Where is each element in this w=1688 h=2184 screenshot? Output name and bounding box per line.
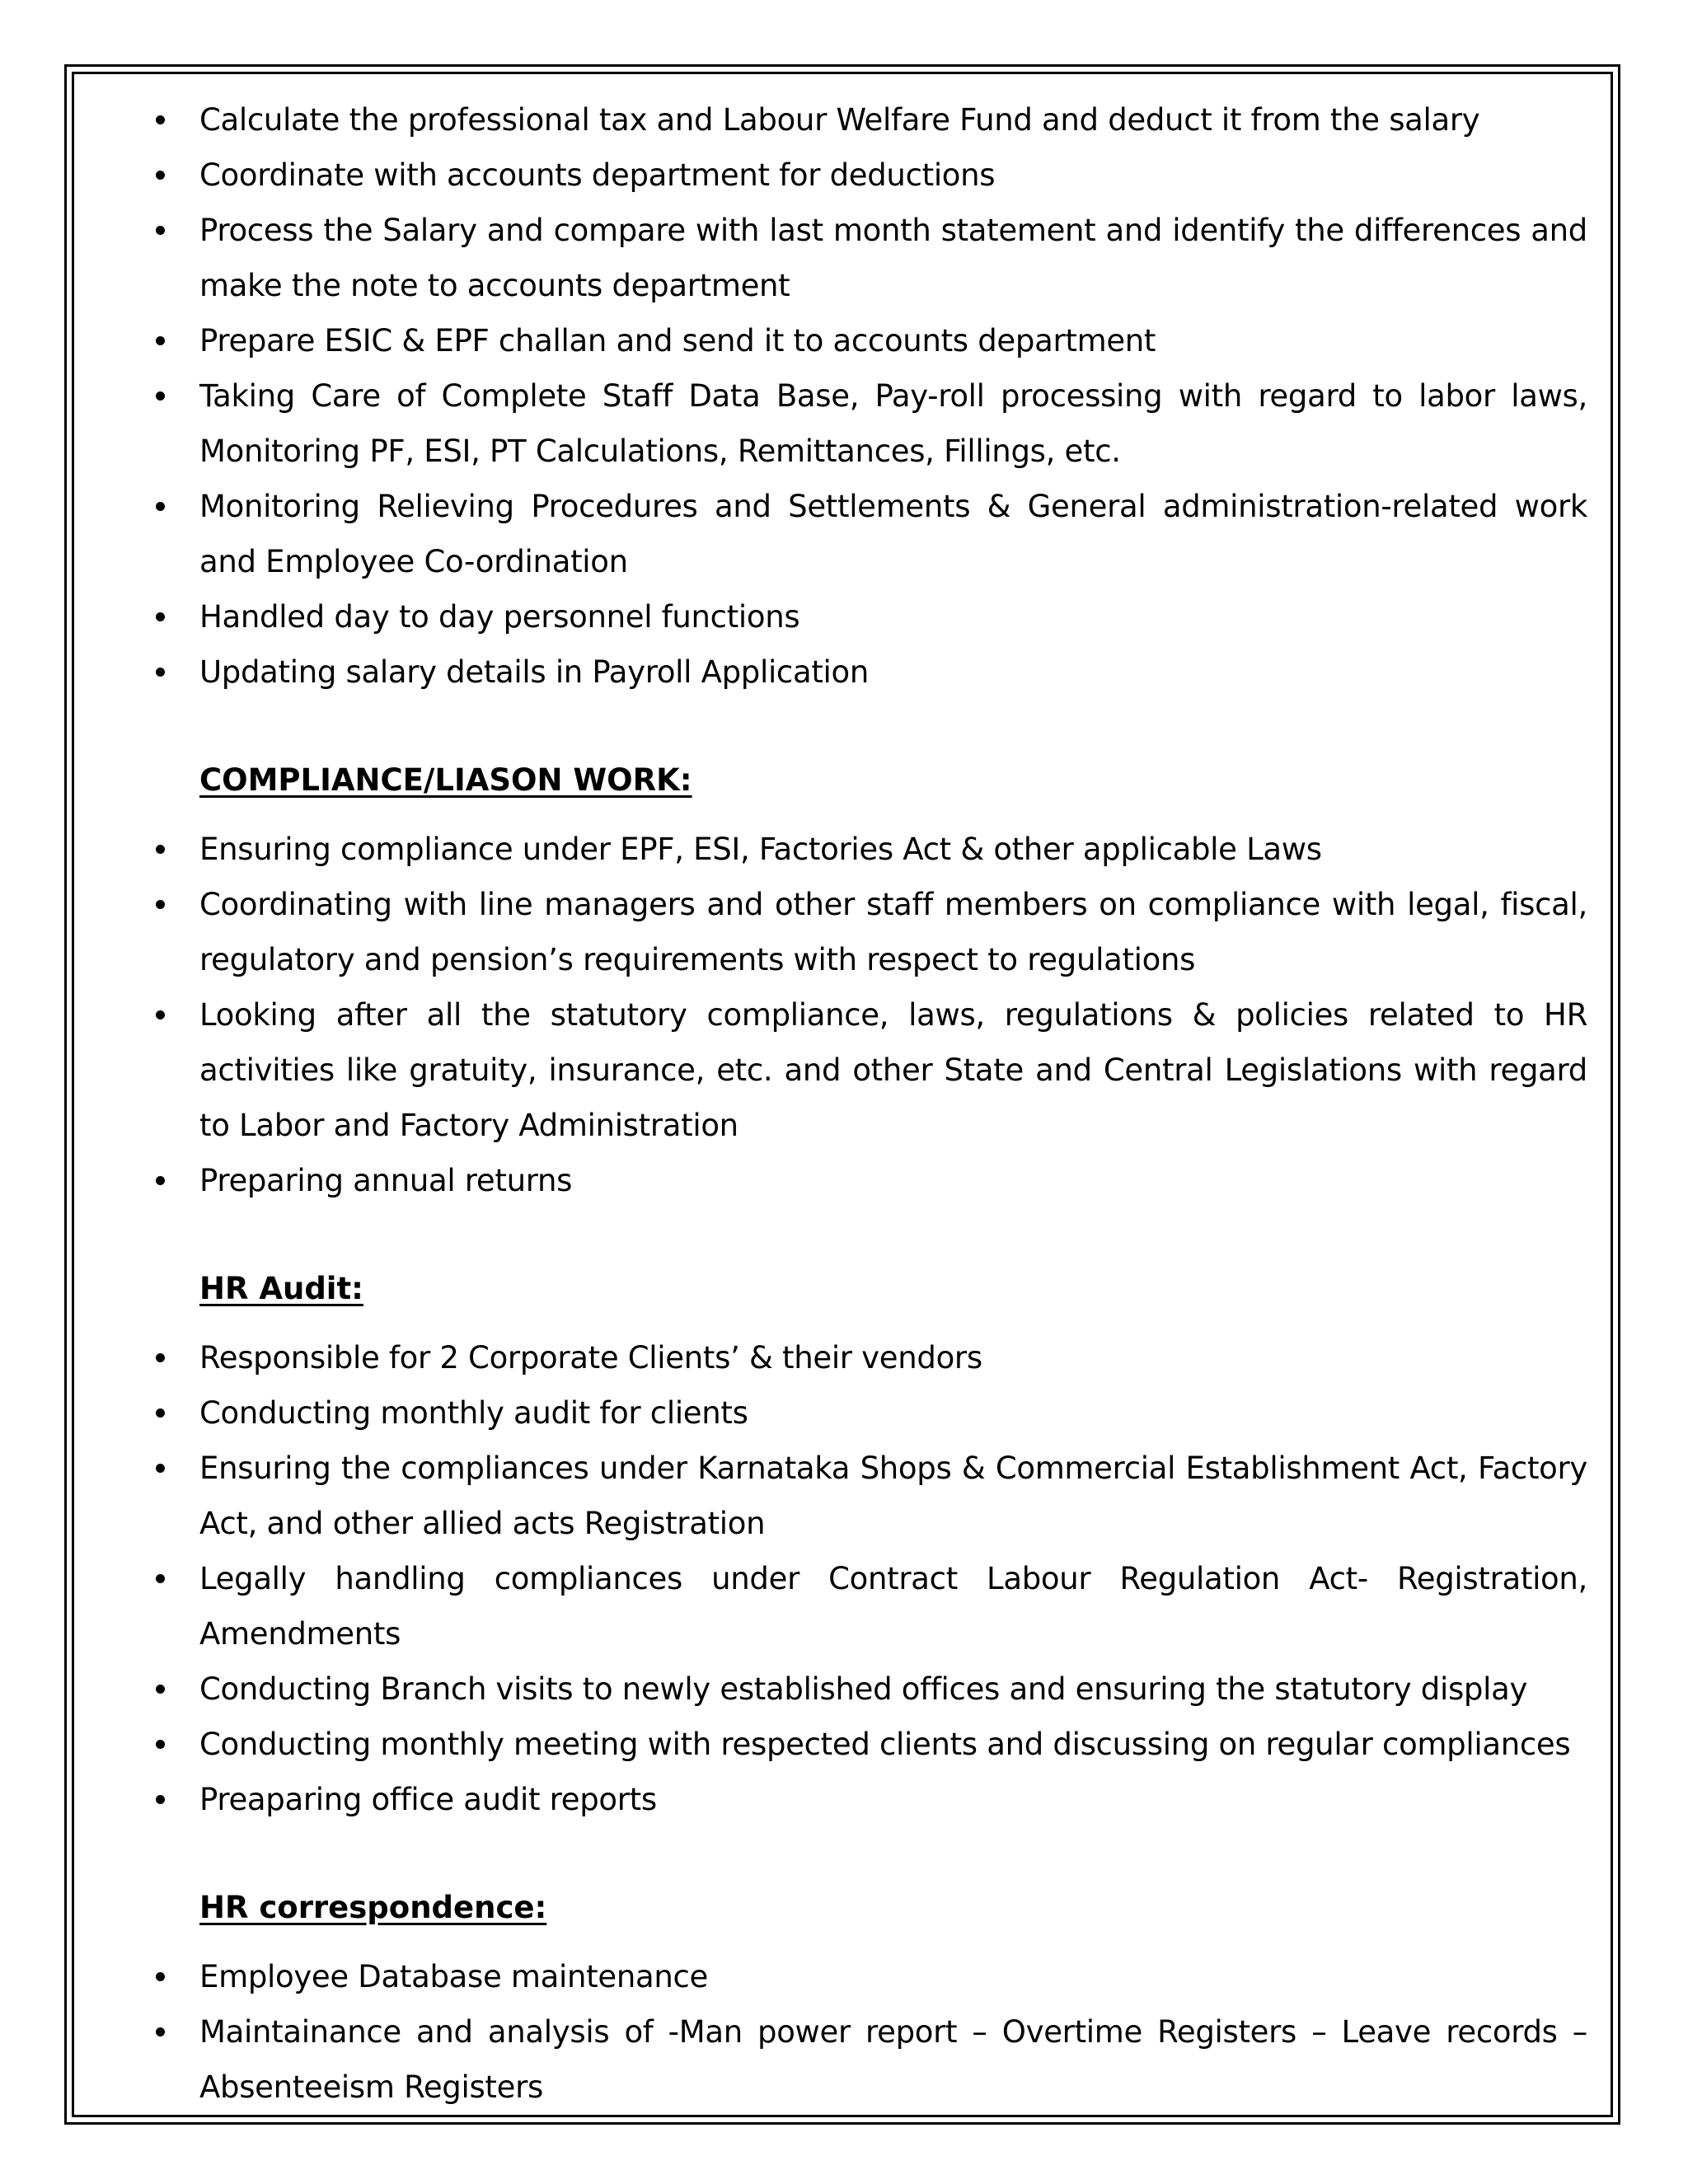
compliance-list: [0, 822, 1688, 1208]
list-item-text: Taking Care of Complete Staff Data Base, Pay-roll processing with regard to labor laws, Monitoring PF, ESI, PT Calculations, Remittances, Fillings, etc.: [199, 378, 1587, 469]
list-item-text: Monitoring Relieving Procedures and Settlements & General administration-related work and Employee Co-ordination: [199, 489, 1587, 579]
list-item: [0, 1551, 1587, 1661]
hr-audit-list: [0, 1330, 1688, 1827]
list-item-text: Ensuring the compliances under Karnataka Shops & Commercial Establishment Act, Factory Act, and other allied acts Registration: [199, 1451, 1587, 1541]
document-body: [0, 92, 1688, 2115]
bullet-icon: [156, 502, 165, 511]
section-heading-hr-correspondence: HR correspondence:: [199, 1890, 547, 1925]
hr-correspondence-list: [0, 1949, 1688, 2115]
list-item-text: Calculate the professional tax and Labour Welfare Fund and deduct it from the salary: [199, 102, 1480, 138]
list-item: [0, 92, 1587, 148]
list-item: [0, 644, 1587, 700]
list-item: [0, 1717, 1587, 1772]
list-item: [0, 313, 1587, 368]
bullet-icon: [156, 900, 165, 909]
list-item: [0, 1949, 1587, 2004]
bullet-icon: [156, 1353, 165, 1362]
bullet-icon: [156, 845, 165, 854]
list-item: [0, 1661, 1587, 1717]
list-item: [0, 479, 1587, 589]
list-item: [0, 1330, 1587, 1385]
list-item: [0, 1385, 1587, 1441]
list-item: [0, 148, 1587, 203]
bullet-icon: [156, 1685, 165, 1694]
list-item-text: Preaparing office audit reports: [199, 1782, 657, 1817]
bullet-icon: [156, 226, 165, 235]
bullet-icon: [156, 1408, 165, 1418]
list-item-text: Updating salary details in Payroll Application: [199, 654, 870, 690]
bullet-icon: [156, 1464, 165, 1473]
list-item-text: Conducting monthly meeting with respected clients and discussing on regular compliances: [199, 1727, 1571, 1762]
list-item-text: Process the Salary and compare with last month statement and identify the differences and make the note to accounts department: [199, 213, 1587, 303]
list-item-text: Looking after all the statutory compliance, laws, regulations & policies related to HR activities like gratuity, insurance, etc. and other State and Central Legislations with regard to Labor and Factory Administration: [199, 997, 1587, 1143]
list-item: [0, 1441, 1587, 1551]
list-item-text: Conducting Branch visits to newly established offices and ensuring the statutory display: [199, 1671, 1528, 1707]
bullet-icon: [156, 612, 165, 621]
bullet-icon: [156, 1010, 165, 1019]
list-item-text: Employee Database maintenance: [199, 1959, 709, 1994]
payroll-duties-list: [0, 92, 1688, 700]
section-heading-hr-audit: HR Audit:: [199, 1271, 363, 1306]
list-item-text: Handled day to day personnel functions: [199, 599, 800, 635]
list-item-text: Responsible for 2 Corporate Clients’ & their vendors: [199, 1340, 982, 1376]
list-item-text: Maintainance and analysis of -Man power report – Overtime Registers – Leave records – Absenteeism Registers: [199, 2014, 1587, 2105]
bullet-icon: [156, 391, 165, 401]
list-item-text: Preparing annual returns: [199, 1163, 573, 1198]
list-item: [0, 2004, 1587, 2115]
list-item: [0, 877, 1587, 987]
bullet-icon: [156, 1795, 165, 1804]
bullet-icon: [156, 1176, 165, 1185]
list-item: [0, 589, 1587, 644]
list-item: [0, 368, 1587, 479]
list-item-text: Coordinate with accounts department for deductions: [199, 157, 996, 193]
bullet-icon: [156, 1574, 165, 1583]
list-item-text: Prepare ESIC & EPF challan and send it to accounts department: [199, 323, 1156, 359]
list-item: [0, 1772, 1587, 1827]
list-item-text: Conducting monthly audit for clients: [199, 1395, 748, 1431]
list-item-text: Legally handling compliances under Contract Labour Regulation Act- Registration, Amendments: [199, 1561, 1587, 1652]
bullet-icon: [156, 336, 165, 345]
list-item: [0, 1153, 1587, 1208]
bullet-icon: [156, 171, 165, 180]
list-item-text: Coordinating with line managers and other staff members on compliance with legal, fiscal, regulatory and pension’s requirements with respect to regulations: [199, 887, 1587, 977]
bullet-icon: [156, 115, 165, 124]
list-item-text: Ensuring compliance under EPF, ESI, Factories Act & other applicable Laws: [199, 832, 1322, 867]
list-item: [0, 203, 1587, 313]
bullet-icon: [156, 668, 165, 677]
list-item: [0, 987, 1587, 1153]
bullet-icon: [156, 1972, 165, 1981]
list-item: [0, 822, 1587, 877]
section-heading-compliance: COMPLIANCE/LIASON WORK:: [199, 762, 692, 798]
bullet-icon: [156, 2027, 165, 2036]
bullet-icon: [156, 1740, 165, 1749]
